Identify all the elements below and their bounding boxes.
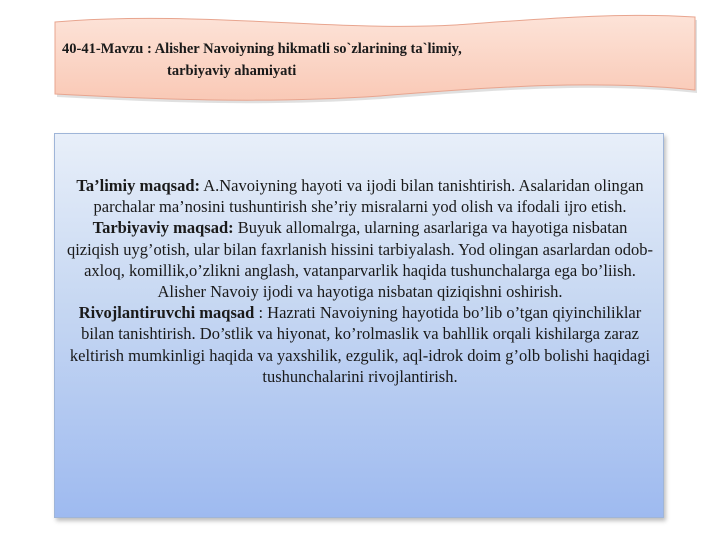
educational-goal-heading: Ta’limiy maqsad: (76, 176, 200, 195)
page-title-line-2: tarbiyaviy ahamiyati (167, 63, 297, 79)
educational-goal-text: A.Navoiyning hayoti va ijodi bilan tanishtirish. Asalaridan olingan parchalar ma’nosini tushuntirish she’riy misralarni yod olish va ifodali ijro etish. (93, 176, 644, 217)
goals-content-box (54, 133, 664, 518)
page-title-line-1: 40-41-Mavzu : Alisher Navoiyning hikmatli so`zlarining ta`limiy, (62, 41, 462, 57)
goals-text (65, 175, 655, 387)
title-banner (0, 0, 720, 120)
upbringing-goal-heading: Tarbiyaviy maqsad: (92, 218, 234, 238)
upbringing-goal-paragraph (65, 217, 655, 302)
banner-wave-shape (0, 0, 720, 120)
developmental-goal-heading: Rivojlantiruvchi maqsad (78, 303, 255, 323)
developmental-goal-separator: : (254, 303, 268, 323)
upbringing-goal-text: Buyuk allomalrga, ularning asarlariga va hayotiga nisbatan qiziqish uyg’otish, ular bilan faxrlanish hissini tarbiyalash. Yod olingan asarlardan odob-axloq, komillik,o’zlikni anglash, vatanparvarlik haqida tushunchalarga ega bo’liish. Alisher Navoiy ijodi va hayotiga nisbatan qiziqishni oshirish. (66, 218, 654, 302)
developmental-goal-text: Hazrati Navoiyning hayotida bo’lib o’tgan qiyinchiliklar bilan tanishtirish. Do’stlik va hiyonat, ko’rolmaslik va bahllik orqali kishilarga zaraz keltirish mumkinligi haqida va yaxshilik, ezgulik, aql-idrok doim g’olb bolishi haqidagi tushunchalarini rivojlantirish. (69, 303, 651, 386)
developmental-goal-paragraph (65, 302, 655, 387)
educational-goal-paragraph (65, 175, 655, 217)
